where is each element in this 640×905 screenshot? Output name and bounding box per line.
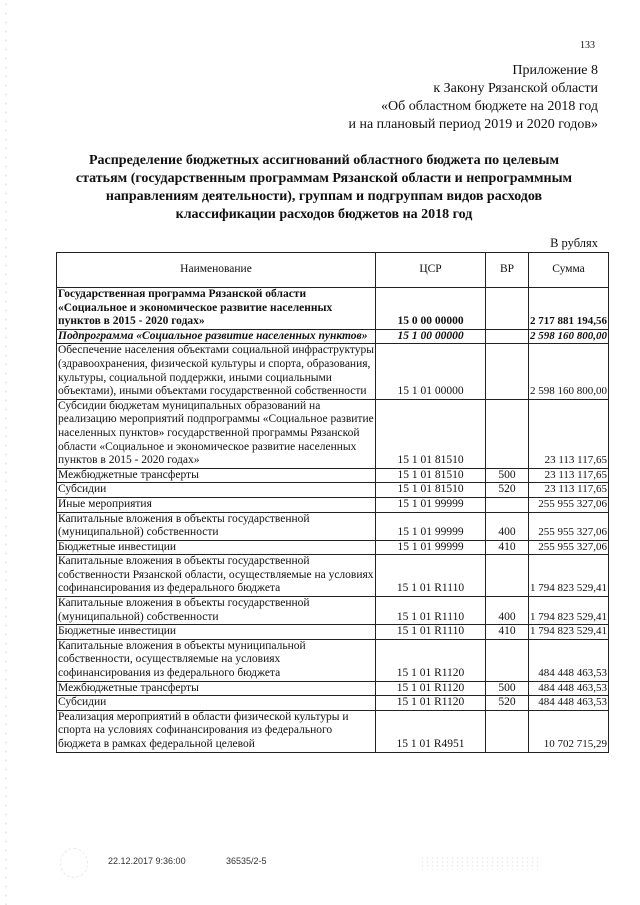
row-csr: 15 1 01 R1120 xyxy=(376,696,486,711)
row-name: Капитальные вложения в объекты государственной (муниципальной) собственности xyxy=(57,512,376,540)
row-vr: 400 xyxy=(486,597,529,625)
row-csr: 15 1 01 00000 xyxy=(376,344,486,399)
row-csr: 15 1 01 99999 xyxy=(376,512,486,540)
row-sum: 484 448 463,53 xyxy=(529,696,609,711)
row-sum: 23 113 117,65 xyxy=(529,483,609,498)
column-header-name: Наименование xyxy=(57,253,376,288)
row-sum: 484 448 463,53 xyxy=(529,681,609,696)
row-csr: 15 1 01 99999 xyxy=(376,540,486,555)
row-sum: 1 794 823 529,41 xyxy=(529,625,609,640)
appendix-line: и на плановый период 2019 и 2020 годов» xyxy=(348,117,598,132)
row-sum: 2 598 160 800,00 xyxy=(529,344,609,399)
row-sum: 2 717 881 194,56 xyxy=(529,288,609,330)
row-vr xyxy=(486,399,529,468)
table-row xyxy=(57,329,609,344)
row-csr: 15 1 01 R1110 xyxy=(376,625,486,640)
table-row xyxy=(57,710,609,752)
row-csr: 15 1 00 00000 xyxy=(376,329,486,344)
scan-margin-artifacts xyxy=(3,0,9,905)
units-label: В рублях xyxy=(550,236,598,250)
document-title xyxy=(48,152,600,224)
row-name: Межбюджетные трансферты xyxy=(57,681,376,696)
row-csr: 15 1 01 R1120 xyxy=(376,639,486,681)
row-csr: 15 1 01 81510 xyxy=(376,468,486,483)
row-csr: 15 1 01 81510 xyxy=(376,483,486,498)
title-line: направлениям деятельности), группам и подгруппам видов расходов xyxy=(105,189,543,204)
row-name: Капитальные вложения в объекты государственной (муниципальной) собственности xyxy=(57,597,376,625)
table-row xyxy=(57,555,609,597)
row-vr xyxy=(486,329,529,344)
page-number: 133 xyxy=(580,40,595,51)
table-row xyxy=(57,497,609,512)
row-name: Бюджетные инвестиции xyxy=(57,540,376,555)
table-row xyxy=(57,512,609,540)
row-csr: 15 1 01 R1120 xyxy=(376,681,486,696)
row-vr xyxy=(486,497,529,512)
table-row xyxy=(57,597,609,625)
row-vr xyxy=(486,555,529,597)
row-sum: 1 794 823 529,41 xyxy=(529,555,609,597)
row-vr: 500 xyxy=(486,681,529,696)
column-header-vr: ВР xyxy=(486,253,529,288)
title-line: статьям (государственным программам Рязанской области и непрограммным xyxy=(75,171,573,186)
row-csr: 15 0 00 00000 xyxy=(376,288,486,330)
row-sum: 255 955 327,06 xyxy=(529,512,609,540)
row-sum: 2 598 160 800,00 xyxy=(529,329,609,344)
row-name: Реализация мероприятий в области физической культуры и спорта на условиях софинансирования из федерального бюджета в рамках федеральной целевой xyxy=(57,710,376,752)
row-csr: 15 1 01 R4951 xyxy=(376,710,486,752)
footer-document-code: 36535/2-5 xyxy=(226,856,267,866)
row-vr: 500 xyxy=(486,468,529,483)
table-row xyxy=(57,625,609,640)
row-csr: 15 1 01 99999 xyxy=(376,497,486,512)
row-sum: 255 955 327,06 xyxy=(529,497,609,512)
appendix-line: к Закону Рязанской области xyxy=(433,81,598,96)
table-row xyxy=(57,639,609,681)
faint-stamp-mark xyxy=(60,848,88,878)
row-vr: 520 xyxy=(486,696,529,711)
row-csr: 15 1 01 81510 xyxy=(376,399,486,468)
column-header-sum: Сумма xyxy=(529,253,609,288)
row-vr: 410 xyxy=(486,540,529,555)
row-vr xyxy=(486,639,529,681)
appendix-line: Приложение 8 xyxy=(512,63,598,78)
table-row xyxy=(57,288,609,330)
table-row xyxy=(57,483,609,498)
table-row xyxy=(57,681,609,696)
faint-scan-smudge xyxy=(420,856,540,870)
row-name: Межбюджетные трансферты xyxy=(57,468,376,483)
row-sum: 10 702 715,29 xyxy=(529,710,609,752)
row-vr: 520 xyxy=(486,483,529,498)
row-name: Субсидии бюджетам муниципальных образований на реализацию мероприятий подпрограммы «Социальное развитие населенных пунктов» государственной программы Рязанской области «Социальное и экономическое развитие населенных пунктов в 2015 - 2020 годах» xyxy=(57,399,376,468)
row-name: Иные мероприятия xyxy=(57,497,376,512)
row-sum: 23 113 117,65 xyxy=(529,399,609,468)
row-vr xyxy=(486,710,529,752)
row-sum: 255 955 327,06 xyxy=(529,540,609,555)
row-name: Капитальные вложения в объекты государственной собственности Рязанской области, осуществляемые на условиях софинансирования из федерального бюджета xyxy=(57,555,376,597)
column-header-csr: ЦСР xyxy=(376,253,486,288)
budget-table xyxy=(56,252,609,753)
row-csr: 15 1 01 R1110 xyxy=(376,597,486,625)
title-line: Распределение бюджетных ассигнований областного бюджета по целевым xyxy=(88,153,560,168)
row-name: Субсидии xyxy=(57,696,376,711)
title-line: классификации расходов бюджетов на 2018 год xyxy=(175,207,473,222)
row-name: Подпрограмма «Социальное развитие населенных пунктов» xyxy=(57,329,376,344)
row-name: Субсидии xyxy=(57,483,376,498)
row-vr: 410 xyxy=(486,625,529,640)
table-row xyxy=(57,399,609,468)
row-sum: 484 448 463,53 xyxy=(529,639,609,681)
row-name: Капитальные вложения в объекты муниципальной собственности, осуществляемые на условиях софинансирования из федерального бюджета xyxy=(57,639,376,681)
row-vr: 400 xyxy=(486,512,529,540)
row-vr xyxy=(486,344,529,399)
appendix-header xyxy=(250,62,598,134)
row-sum: 23 113 117,65 xyxy=(529,468,609,483)
table-row xyxy=(57,696,609,711)
row-sum: 1 794 823 529,41 xyxy=(529,597,609,625)
row-name: Обеспечение населения объектами социальной инфраструктуры (здравоохранения, физической культуры и спорта, образования, культуры, социальной поддержки, иными социальными объектами), иными объектами государственной собственности xyxy=(57,344,376,399)
row-csr: 15 1 01 R1110 xyxy=(376,555,486,597)
appendix-line: «Об областном бюджете на 2018 год xyxy=(381,99,598,114)
table-row xyxy=(57,468,609,483)
table-row xyxy=(57,344,609,399)
row-vr xyxy=(486,288,529,330)
footer-date: 22.12.2017 9:36:00 xyxy=(108,856,186,866)
row-name: Бюджетные инвестиции xyxy=(57,625,376,640)
row-name: Государственная программа Рязанской области «Социальное и экономическое развитие населенных пунктов в 2015 - 2020 годах» xyxy=(57,288,376,330)
table-header-row xyxy=(57,253,609,288)
table-row xyxy=(57,540,609,555)
